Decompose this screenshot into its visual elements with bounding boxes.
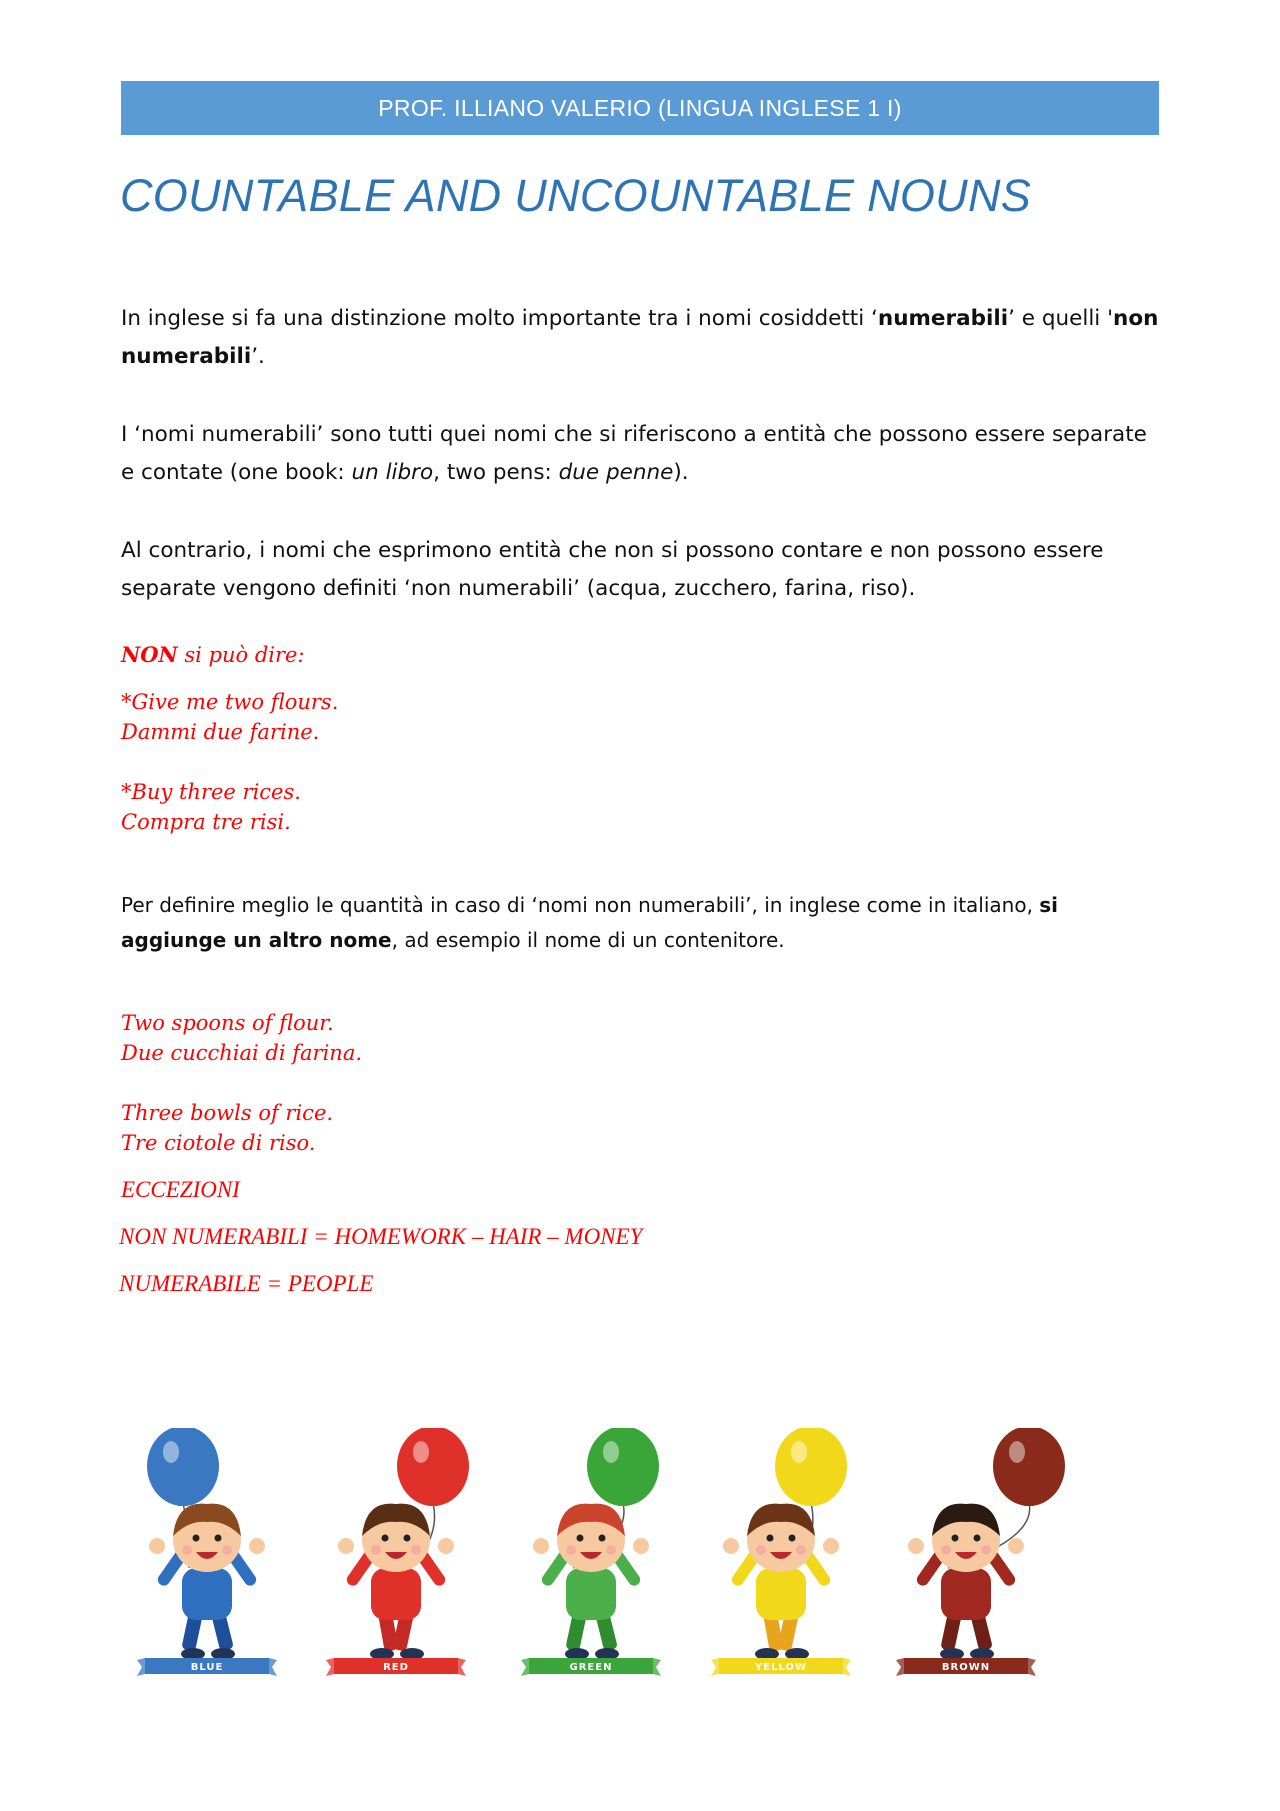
header-bar	[121, 81, 1159, 135]
wrong-example-1	[121, 687, 338, 747]
ribbon-label: BROWN	[941, 1662, 991, 1673]
intro-p1-bold-numerabili: numerabili	[877, 306, 1009, 331]
eye-right	[215, 1535, 222, 1542]
ribbon-tail-right	[653, 1658, 661, 1676]
wrong-example-1-en: *Give me two flours.	[121, 690, 339, 714]
balloon	[587, 1428, 659, 1506]
balloon	[397, 1428, 469, 1506]
exceptions-uncountable: NON NUMERABILI = HOMEWORK – HAIR – MONEY	[119, 1224, 643, 1249]
ribbon-tail-left	[137, 1658, 145, 1676]
ribbon-tail-left	[711, 1658, 719, 1676]
right-example-2	[121, 1098, 333, 1158]
non-bold: NON	[121, 642, 178, 667]
eye-left	[577, 1535, 584, 1542]
balloon	[775, 1428, 847, 1506]
wrong-example-2	[121, 777, 301, 837]
cheek-right	[411, 1545, 421, 1555]
quantity-bold: si aggiunge un altro nome	[121, 893, 1059, 952]
eye-left	[382, 1535, 389, 1542]
ribbon-tail-right	[269, 1658, 277, 1676]
ribbon-tail-right	[843, 1658, 851, 1676]
balloon-highlight	[413, 1441, 429, 1463]
ribbon-tail-left	[326, 1658, 334, 1676]
hand-left	[908, 1538, 924, 1554]
hand-left	[338, 1538, 354, 1554]
cheek-right	[606, 1545, 616, 1555]
kid-brown	[896, 1428, 1065, 1676]
cheek-left	[371, 1545, 381, 1555]
hand-right	[249, 1538, 265, 1554]
cheek-left	[566, 1545, 576, 1555]
eye-right	[404, 1535, 411, 1542]
shirt	[756, 1568, 806, 1620]
non-si-puo-rest: si può dire:	[177, 643, 305, 667]
cheek-left	[756, 1545, 766, 1555]
kid-green	[521, 1428, 661, 1676]
kids-balloons-svg	[121, 1428, 1165, 1683]
eye-left	[952, 1535, 959, 1542]
balloon	[993, 1428, 1065, 1506]
wrong-example-2-it: Compra tre risi.	[121, 810, 291, 834]
intro-p1-text-a: In inglese si fa una distinzione molto importante tra i nomi cosiddetti ‘	[121, 306, 878, 331]
right-example-2-en: Three bowls of rice.	[121, 1101, 334, 1125]
shirt	[941, 1568, 991, 1620]
eye-right	[599, 1535, 606, 1542]
cheek-left	[182, 1545, 192, 1555]
ribbon-label: RED	[383, 1662, 409, 1673]
header-text: PROF. ILLIANO VALERIO (LINGUA INGLESE 1 I)	[378, 94, 902, 121]
cheek-right	[222, 1545, 232, 1555]
ribbon-tail-right	[458, 1658, 466, 1676]
balloon	[147, 1428, 219, 1506]
cheek-right	[796, 1545, 806, 1555]
shirt	[182, 1568, 232, 1620]
quantity-text-a: Per definire meglio le quantità in caso di ‘nomi non numerabili’, in inglese come in italiano,	[121, 893, 1040, 917]
intro-p2-text-c: , two pens:	[433, 460, 559, 485]
non-si-puo-dire	[121, 640, 305, 670]
hand-right	[633, 1538, 649, 1554]
intro-p2-text-a: I ‘nomi numerabili’ sono tutti quei nomi che si riferiscono a entità che possono essere separate e contate (one book:	[121, 422, 1147, 485]
eye-right	[974, 1535, 981, 1542]
ribbon-label: GREEN	[569, 1662, 613, 1673]
quantity-paragraph	[121, 888, 1161, 958]
shirt	[566, 1568, 616, 1620]
wrong-example-1-it: Dammi due farine.	[121, 720, 320, 744]
intro-paragraph-1	[121, 300, 1161, 376]
intro-paragraph-2	[121, 416, 1161, 492]
ribbon-label: BLUE	[190, 1662, 224, 1673]
balloon-highlight	[603, 1441, 619, 1463]
kid-yellow	[711, 1428, 851, 1676]
shirt	[371, 1568, 421, 1620]
wrong-example-2-en: *Buy three rices.	[121, 780, 301, 804]
hand-left	[533, 1538, 549, 1554]
intro-paragraph-3: Al contrario, i nomi che esprimono entità che non si possono contare e non possono essere separate vengono definiti ‘non numerabili’ (acqua, zucchero, farina, riso).	[121, 538, 1104, 601]
exceptions-countable: NUMERABILE = PEOPLE	[119, 1271, 374, 1296]
hand-right	[438, 1538, 454, 1554]
intro-p1-bold-non-numerabili: non numerabili	[121, 306, 1159, 369]
right-example-1-en: Two spoons of flour.	[121, 1011, 334, 1035]
intro-p2-italic-due-penne: due penne	[558, 460, 674, 485]
right-example-2-it: Tre ciotole di riso.	[121, 1131, 316, 1155]
intro-p2-italic-un-libro: un libro	[351, 460, 434, 485]
balloon-highlight	[791, 1441, 807, 1463]
eye-left	[193, 1535, 200, 1542]
eye-right	[789, 1535, 796, 1542]
right-example-1-it: Due cucchiai di farina.	[121, 1041, 363, 1065]
intro-p2-text-e: ).	[673, 460, 689, 485]
balloon-highlight	[1009, 1441, 1025, 1463]
hand-left	[149, 1538, 165, 1554]
cheek-left	[941, 1545, 951, 1555]
hand-left	[723, 1538, 739, 1554]
intro-p1-text-c: ’ e quelli '	[1008, 306, 1114, 331]
ribbon-tail-left	[521, 1658, 529, 1676]
kid-red	[326, 1428, 469, 1676]
ribbon-tail-left	[896, 1658, 904, 1676]
eye-left	[767, 1535, 774, 1542]
kid-blue	[137, 1428, 277, 1676]
kids-balloons-illustration	[121, 1428, 1165, 1683]
exceptions-heading: ECCEZIONI	[121, 1177, 240, 1202]
hand-right	[1008, 1538, 1024, 1554]
ribbon-label: YELLOW	[755, 1662, 807, 1673]
hand-right	[823, 1538, 839, 1554]
right-example-1	[121, 1008, 362, 1068]
page-title: COUNTABLE AND UNCOUNTABLE NOUNS	[120, 170, 1032, 221]
balloon-highlight	[163, 1441, 179, 1463]
intro-p1-text-e: ’.	[251, 344, 265, 369]
ribbon-tail-right	[1028, 1658, 1036, 1676]
cheek-right	[981, 1545, 991, 1555]
quantity-text-c: , ad esempio il nome di un contenitore.	[391, 928, 785, 952]
